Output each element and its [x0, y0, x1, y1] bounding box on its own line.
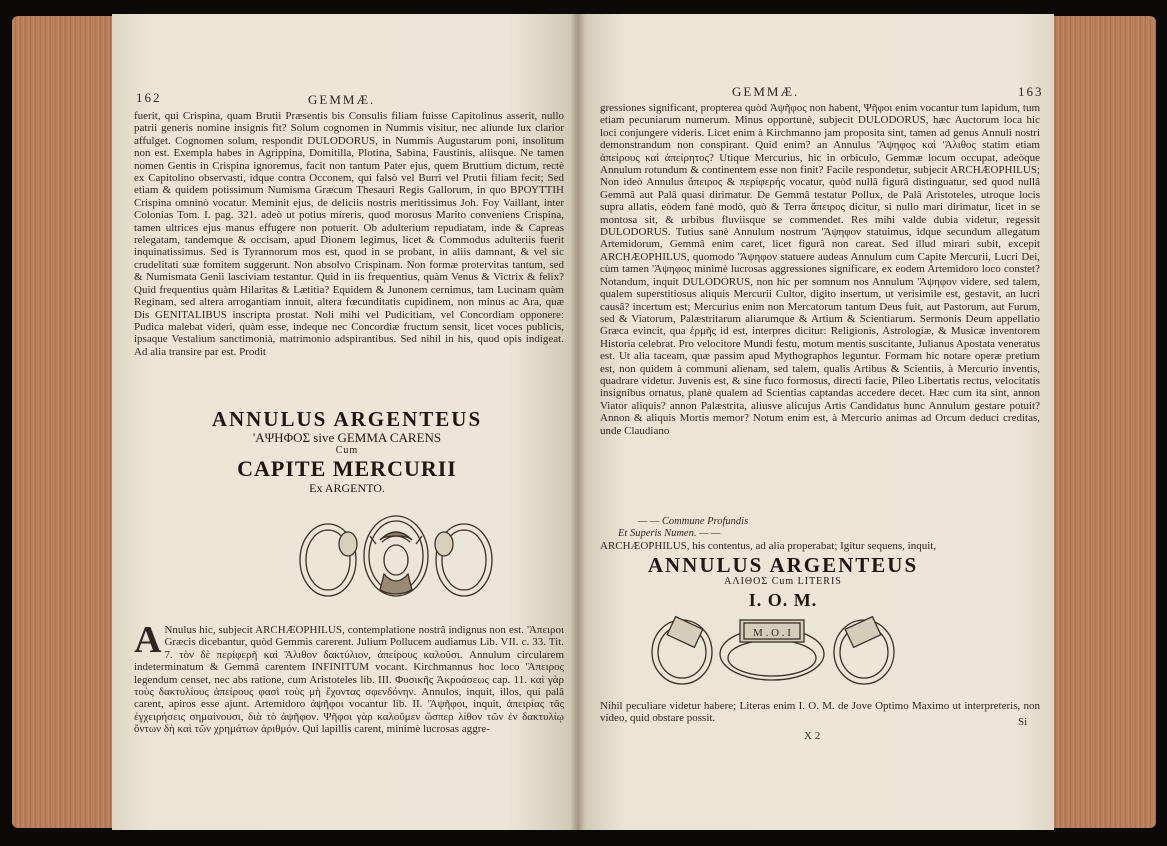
verse-line-1: — — Commune Profundis [638, 516, 749, 527]
right-page [578, 14, 1054, 830]
left-title-line3: Cum [335, 445, 359, 456]
right-title-line1: ANNULUS ARGENTEUS [647, 553, 919, 577]
right-body-top [600, 102, 1040, 516]
right-body-bottom [600, 700, 1040, 725]
right-title-line3: I. O. M. [748, 590, 818, 610]
left-page [112, 14, 578, 830]
page-edges-left [12, 16, 114, 828]
right-running-head: GEMMÆ. [732, 84, 800, 99]
left-running-head: GEMMÆ. [308, 92, 376, 107]
iom-ring-engraving [648, 608, 898, 694]
ring-inscription: M . O . I [753, 627, 791, 639]
left-title-block [172, 408, 522, 495]
right-title-block [618, 554, 948, 612]
catchword: Si [1018, 716, 1028, 728]
right-body-mid-text: ARCHÆOPHILUS, his contentus, ad alia properabat; Igitur sequens, inquit, [600, 540, 937, 552]
left-title-line1: ANNULUS ARGENTEUS [211, 407, 483, 431]
left-body-bottom [134, 624, 564, 784]
left-body-top [134, 110, 564, 402]
verse-line-2: Et Superis Numen. — — [618, 528, 721, 539]
right-body-bottom-text: Nihil peculiare videtur habere; Literas enim I. O. M. de Jove Optimo Maximo ut interpreteris, non video, quid obstare possit. [600, 700, 1040, 725]
right-title-line2: ΑΛΙΘΟΣ Cum LITERIS [724, 576, 842, 587]
right-body-top-text: gressiones significant, propterea quòd Ἀψῆφος non habent, Ψῆφοι enim vocantur tum lapidum, tum etiam pecuniarum numerum. Minus opportunè, subjecit DULODORUS, hæc Auctorum loca hic loci conjungere videris. Licet enim à Kirchmanno jam proposita sint, tamen ad genus Annuli nostri demonstrandum non conspirant. Quid enim? an Annulus 'Άψηφος καὶ 'Άλιθος statim etiam ἀπείρους καὶ ἀπείρητος? Utique Mercurius, hic in orbiculo, Gemmæ locum occupat, adeòque Annulum rotundum & continentem esse non finit? Facile respondetur, subjecit ARCHÆOPHILUS; Non ideò Annulus ἄπειρος & περίφερής vocatur, quòd nullâ figurâ distinguatur, sed quod nullâ Gemmâ aut Palâ quasi dirimatur. De Gemmâ testatur Pollux, de Palâ Aristoteles, utroque locis supra allatis, eòdem fanè modò, quò & Terra ἄπειρος dicitur, si nullo mari dirimatur, licet in se montosa sit, & urbibus fluviisque se commendet. Res mihi valde dubia videtur, regessit DULODORUS. Tutius sanè Annulum nostrum 'Άψηφον statuimus, idque secundum allegatum Artemidorum, Gemmâ enim caret, licet figurâ non careat. Sed illud mirari subit, excepit ARCHÆOPHILUS, quomodo 'Άψηφον statuere audeas Annulum cum Capite Mercurii, Lucri Dei, cùm tamen 'Άψηφος minimè lucrosas aggressiones significare, ex eodem Artemidoro loco constet? Notandum, inquit DULODORUS, non hic per somnum nos Annulum 'Άψηφον videre, sed talem, qualem superstitiosus aliquis Mercurii Cultor, digito insertum, ut verisimile est, gestavit, an lucri causâ? incertum est; Mercurius enim non Mercatorum tantum Deus fuit, aut Pastorum, aut Furum, sed & Viatorum, Palæstritarum aliarumque & Artium & Scientiarum. Sermonis Deum appellatio Græca evincit, qua ἑρμῆς id est, interpres dicitur: Religionis, Astrologiæ, & Musicæ inventorem Historia celebrat. Pro velocitore Mundi festu, motum mentis suscitante, Julianus Apostata veneratus est. Ut alia taceam, quæ passim apud Mythographos leguntur. Formam hic notare operæ pretium est, non quidem à communi alienam, sed talem, qualis Artibus & Scientiis, à Mercurio inventis, quadrare videtur. Juvenis est, & sine fuco formosus, directi facie, Pileo Libertatis rectus, velocitatis insignibus ornatus, planè qualem ad Scientias captandas accedere decet. Hæc cum ita sint, annon Viator aliquis? annon Palæstrita, aliusve alicujus Artis Candidatus hunc Annulum gestare potuit? Annon & aliquis Mortis memor? Notum enim est, à Mercurio animas ad Orcum deduci creditas, unde Claudiano [600, 102, 1040, 437]
left-body-top-text: fuerit, qui Crispina, quam Brutii Præsentis bis Consulis filiam fuisse Capitolinus asserit, nullo patrii generis nomine insignis fit? Solum cognomen in Nummis visitur, nec aliunde lux clarior affulget. Cognomen solum, respondit DULODORUS, in Nummis Augustarum poni, insolitum non est. Exempla habes in Agrippina, Domitilla, Plotina, Sabina, Faustinis, aliisque. Ne tamen nomen Gentis in Crispina ignoremus, facit non tantum Pater ejus, quem Bruttium dictum, rectè ex Capitolino observasti, idque contra Occonem, qui falsò vel Burri vel Prutii filiam fecit; Sed etiam & quidem potissimum Numisma Græcum Thesauri Regis Gallorum, in quo ΒΡΟΥΤΤΙΗ Crispina omninò vocatur. Meminit ejus, de deliciis nostris meritissimus Joh. Foy Vaillant, inter Colonias Tom. I. pag. 321. adeò ut potius mireris, quod morosus Marito conveniens Crispina, tamen ultrices ejus manus effugere non potuerit. Ob adulterium repudiatam, inde & Capreas relegatam, tandemque & occisam, apud Dionem legimus, licet & Commodus adulteriis fuerit inquinatissimus. Sed is Tyrannorum mos est, quod in se probant, in aliis damnant, & vel sic crudelitati suæ fomitem suggerunt. Non absolvo Crispinam. Non formæ protervitas tantum, sed & Numismata Genii lasciviam testantur. Quid in iis frequentius, quàm Venus & Victrix & felix? Quid frequentius quàm Hilaritas & Lætitia? Equidem & Junonem cernimus, tam Lucinam quàm Reginam, sed altera arrogantiam innuit, altera fœcunditatis cupidinem, non minus ac Ara, quæ Dis GENITALIBUS inscripta prostat. Noli mihi vel Pudicitiam, vel Concordiam opponere: Pudica malebat videri, quàm esse, indeque nec Concordiæ fructum sensit, licet voces publicis, ipsaque Vestalium sanctimonià, matrimonio adspirantibus. Sed nihil in his, quod opis indigeat. Ad alia transire par est. Prodit [134, 110, 564, 358]
book-gutter [570, 14, 586, 830]
right-page-number: 163 [1018, 84, 1044, 99]
left-title-line2: 'ΑΨΗΦΟΣ sive GEMMA CARENS [252, 430, 442, 445]
left-title-line4: CAPITE MERCURII [237, 456, 457, 481]
left-page-number: 162 [136, 90, 162, 105]
mercury-ring-engraving [292, 504, 502, 614]
left-body-bottom-text: Nnulus hic, subjecit ARCHÆOPHILUS, contemplatione nostrâ indignus non est. 'Άπειροι Græcis dicebantur, quòd Gemmis carerent. Julium Pollucem audiamus Lib. VII. c. 33. Tit. 7. τὸν δὲ περίφερῆ καὶ Ἄλιθον δακτύλιον, ἀπείρους καλοῦσι. Annulum circularem indeterminatum & Gemmâ carentem INFINITUM vocant. Kirchmannus hoc loco 'Άπειρος legendum censet, nec abs ratione, cum Aristoteles lib. III. Φυσικῆς Ἀκροάσεως cap. 11. καὶ γὰρ τοὺς δακτυλίους ἀπείρους φασὶ τοὺς μὴ ἔχοντας σφενδόνην. Annulos, inquit, illos, qui palâ carent, apiros esse ajunt. Artemidoro ἀψῆφοι vocantur lib. II. 'Άψῆφοι, inquit, ἀπειρίας τᾶς ἐγχειρήσεις σημαίνουσι, διὰ τὸ ἀψῆφον. Ψῆφοι γὰρ καλοῦμεν ὥσπερ λίθον τῶν ἐν δακτυλίῳ ὄντων δὴ καὶ τῶν χρημάτων ἀριθμόν. Qui lapillis carent, minimè lucrosas aggre- [134, 624, 564, 736]
printer-signature: X 2 [804, 730, 821, 742]
page-edges-right [1052, 16, 1156, 828]
right-body-mid [600, 540, 1040, 552]
left-title-line5: Ex ARGENTO. [309, 481, 385, 495]
drop-cap: A [134, 624, 162, 661]
